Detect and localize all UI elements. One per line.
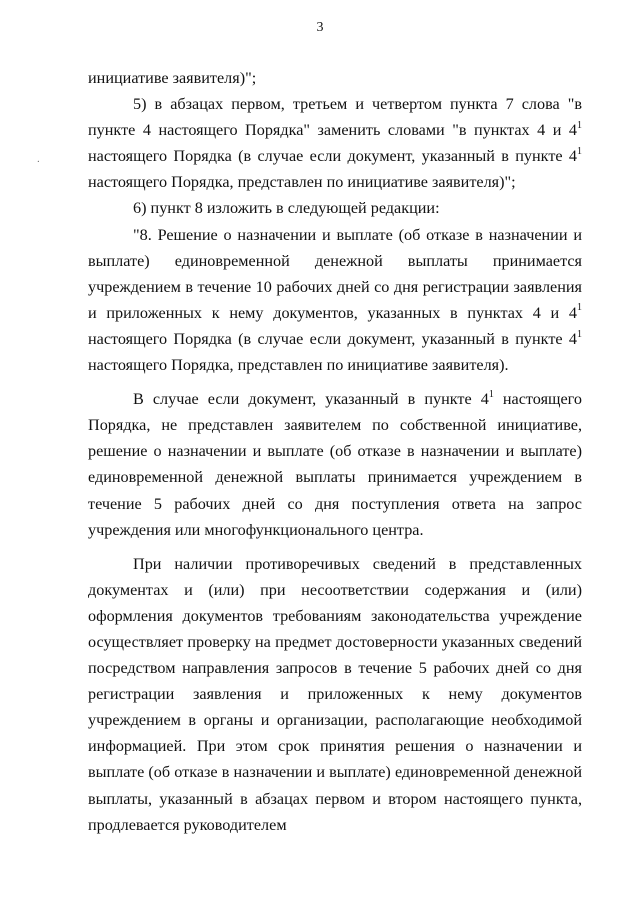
paragraph-text: В случае если документ, указанный в пункте 4 bbox=[133, 390, 489, 409]
document-body bbox=[88, 65, 582, 838]
paragraph-item-6 bbox=[88, 195, 582, 221]
page-number: 3 bbox=[316, 20, 324, 35]
paragraph-item-5 bbox=[88, 91, 582, 195]
paragraph-text: 5) в абзацах первом, третьем и четвертом пункта 7 слова "в пункте 4 настоящего Порядка" заменить словами "в пунктах 4 и 4 bbox=[88, 95, 582, 140]
paragraph-second bbox=[88, 386, 582, 543]
paragraph-point-8 bbox=[88, 222, 582, 379]
paragraph-continuation bbox=[88, 65, 582, 91]
margin-mark: . bbox=[37, 153, 40, 165]
superscript: 1 bbox=[577, 145, 582, 157]
paragraph-text: инициативе заявителя)"; bbox=[88, 69, 257, 87]
paragraph-third bbox=[88, 551, 582, 838]
superscript: 1 bbox=[577, 328, 582, 340]
paragraph-text: 6) пункт 8 изложить в следующей редакции: bbox=[133, 199, 440, 218]
paragraph-text: настоящего Порядка, представлен по инициативе заявителя). bbox=[88, 356, 509, 375]
paragraph-text: настоящего Порядка, не представлен заявителем по собственной инициативе, решение о назначении и выплате (об отказе в назначении и выплате) единовременной денежной выплаты принимается учреждением в течение 5 рабочих дней со дня поступления ответа на запрос учреждения или многофункционального центра. bbox=[88, 390, 582, 539]
paragraph-text: "8. Решение о назначении и выплате (об отказе в назначении и выплате) единовременной денежной выплаты принимается учреждением в течение 10 рабочих дней со дня регистрации заявления и приложенных к нему документов, указанных в пунктах 4 и 4 bbox=[88, 225, 582, 322]
paragraph-text: настоящего Порядка (в случае если документ, указанный в пункте 4 bbox=[88, 329, 577, 348]
paragraph-gap bbox=[88, 543, 582, 551]
paragraph-text: настоящего Порядка (в случае если документ, указанный в пункте 4 bbox=[88, 147, 577, 166]
superscript: 1 bbox=[488, 388, 494, 400]
paragraph-text: настоящего Порядка, представлен по инициативе заявителя)"; bbox=[88, 173, 516, 192]
superscript: 1 bbox=[577, 302, 582, 314]
paragraph-gap bbox=[88, 378, 582, 386]
superscript: 1 bbox=[577, 119, 582, 131]
paragraph-text: При наличии противоречивых сведений в представленных документах и (или) при несоответствии содержания и (или) оформления документов требованиям законодательства учреждение осуществляет проверку на предмет достоверности указанных сведений посредством направления запросов в течение 5 рабочих дней со дня регистрации заявления и приложенных к нему документов учреждением в органы и организации, располагающие необходимой информацией. При этом срок принятия решения о назначении и выплате (об отказе в назначении и выплате) единовременной денежной выплаты, указанный в абзацах первом и втором настоящего пункта, продлевается руководителем bbox=[88, 554, 582, 834]
